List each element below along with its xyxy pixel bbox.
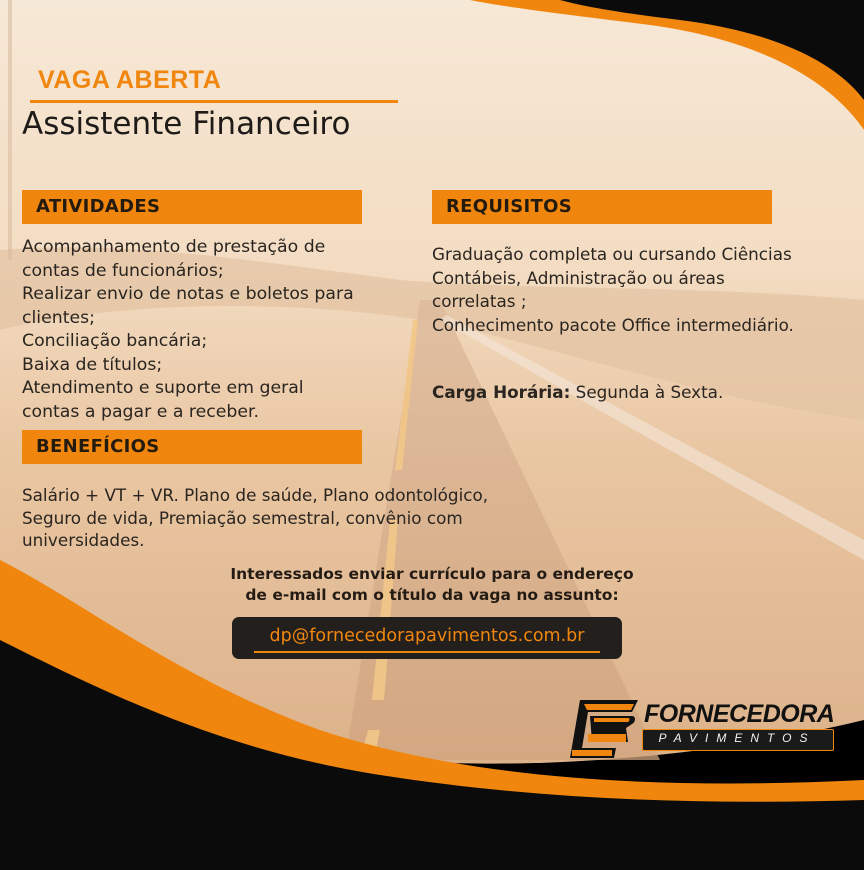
- fornecedora-logo-mark-icon: [566, 698, 642, 760]
- list-item: Acompanhamento de prestação de: [22, 237, 326, 257]
- list-item: Graduação completa ou cursando Ciências: [432, 244, 792, 264]
- title-underline: [30, 100, 398, 103]
- company-logo: [566, 696, 838, 760]
- list-item: contas a pagar e a receber.: [22, 401, 260, 422]
- text-line: Salário + VT + VR. Plano de saúde, Plano odontológico,: [22, 485, 489, 505]
- section-heading-label: BENEFÍCIOS: [36, 436, 160, 457]
- instruction-line: de e-mail com o título da vaga no assunto:: [245, 586, 619, 604]
- list-item: correlatas ;: [432, 291, 527, 311]
- list-item: Contábeis, Administração ou áreas: [432, 267, 725, 288]
- list-item: Atendimento e suporte em geral: [22, 378, 304, 398]
- email-underline: [254, 651, 600, 653]
- job-tag: VAGA ABERTA: [38, 66, 222, 94]
- section-heading-label: REQUISITOS: [446, 196, 572, 217]
- text-line: universidades.: [22, 530, 145, 550]
- instruction-line: Interessados enviar currículo para o endereço: [230, 565, 634, 583]
- application-instructions: [200, 564, 664, 606]
- email-box[interactable]: [232, 617, 622, 659]
- list-item: Conhecimento pacote Office intermediário.: [432, 314, 794, 335]
- list-item: Baixa de títulos;: [22, 354, 163, 375]
- list-item: Realizar envio de notas e boletos para: [22, 284, 354, 304]
- section-requisitos-heading: [432, 190, 772, 224]
- section-atividades-heading: [22, 190, 362, 224]
- job-title: Assistente Financeiro: [22, 106, 351, 142]
- beneficios-text: [22, 484, 542, 552]
- list-item: clientes;: [22, 307, 95, 328]
- work-hours: [432, 382, 723, 402]
- email-link[interactable]: dp@fornecedorapavimentos.com.br: [269, 626, 585, 646]
- work-hours-value: Segunda à Sexta.: [570, 382, 724, 402]
- list-item: Conciliação bancária;: [22, 331, 208, 351]
- requisitos-list: [432, 243, 852, 337]
- list-item: contas de funcionários;: [22, 260, 224, 281]
- section-heading-label: ATIVIDADES: [36, 196, 161, 217]
- text-line: Seguro de vida, Premiação semestral, convênio com: [22, 507, 463, 528]
- work-hours-label: Carga Horária:: [432, 382, 571, 402]
- logo-name: FORNECEDORA: [644, 700, 835, 728]
- section-beneficios-heading: [22, 430, 362, 464]
- atividades-list: [22, 236, 412, 424]
- logo-subtitle: PAVIMENTOS: [658, 731, 816, 745]
